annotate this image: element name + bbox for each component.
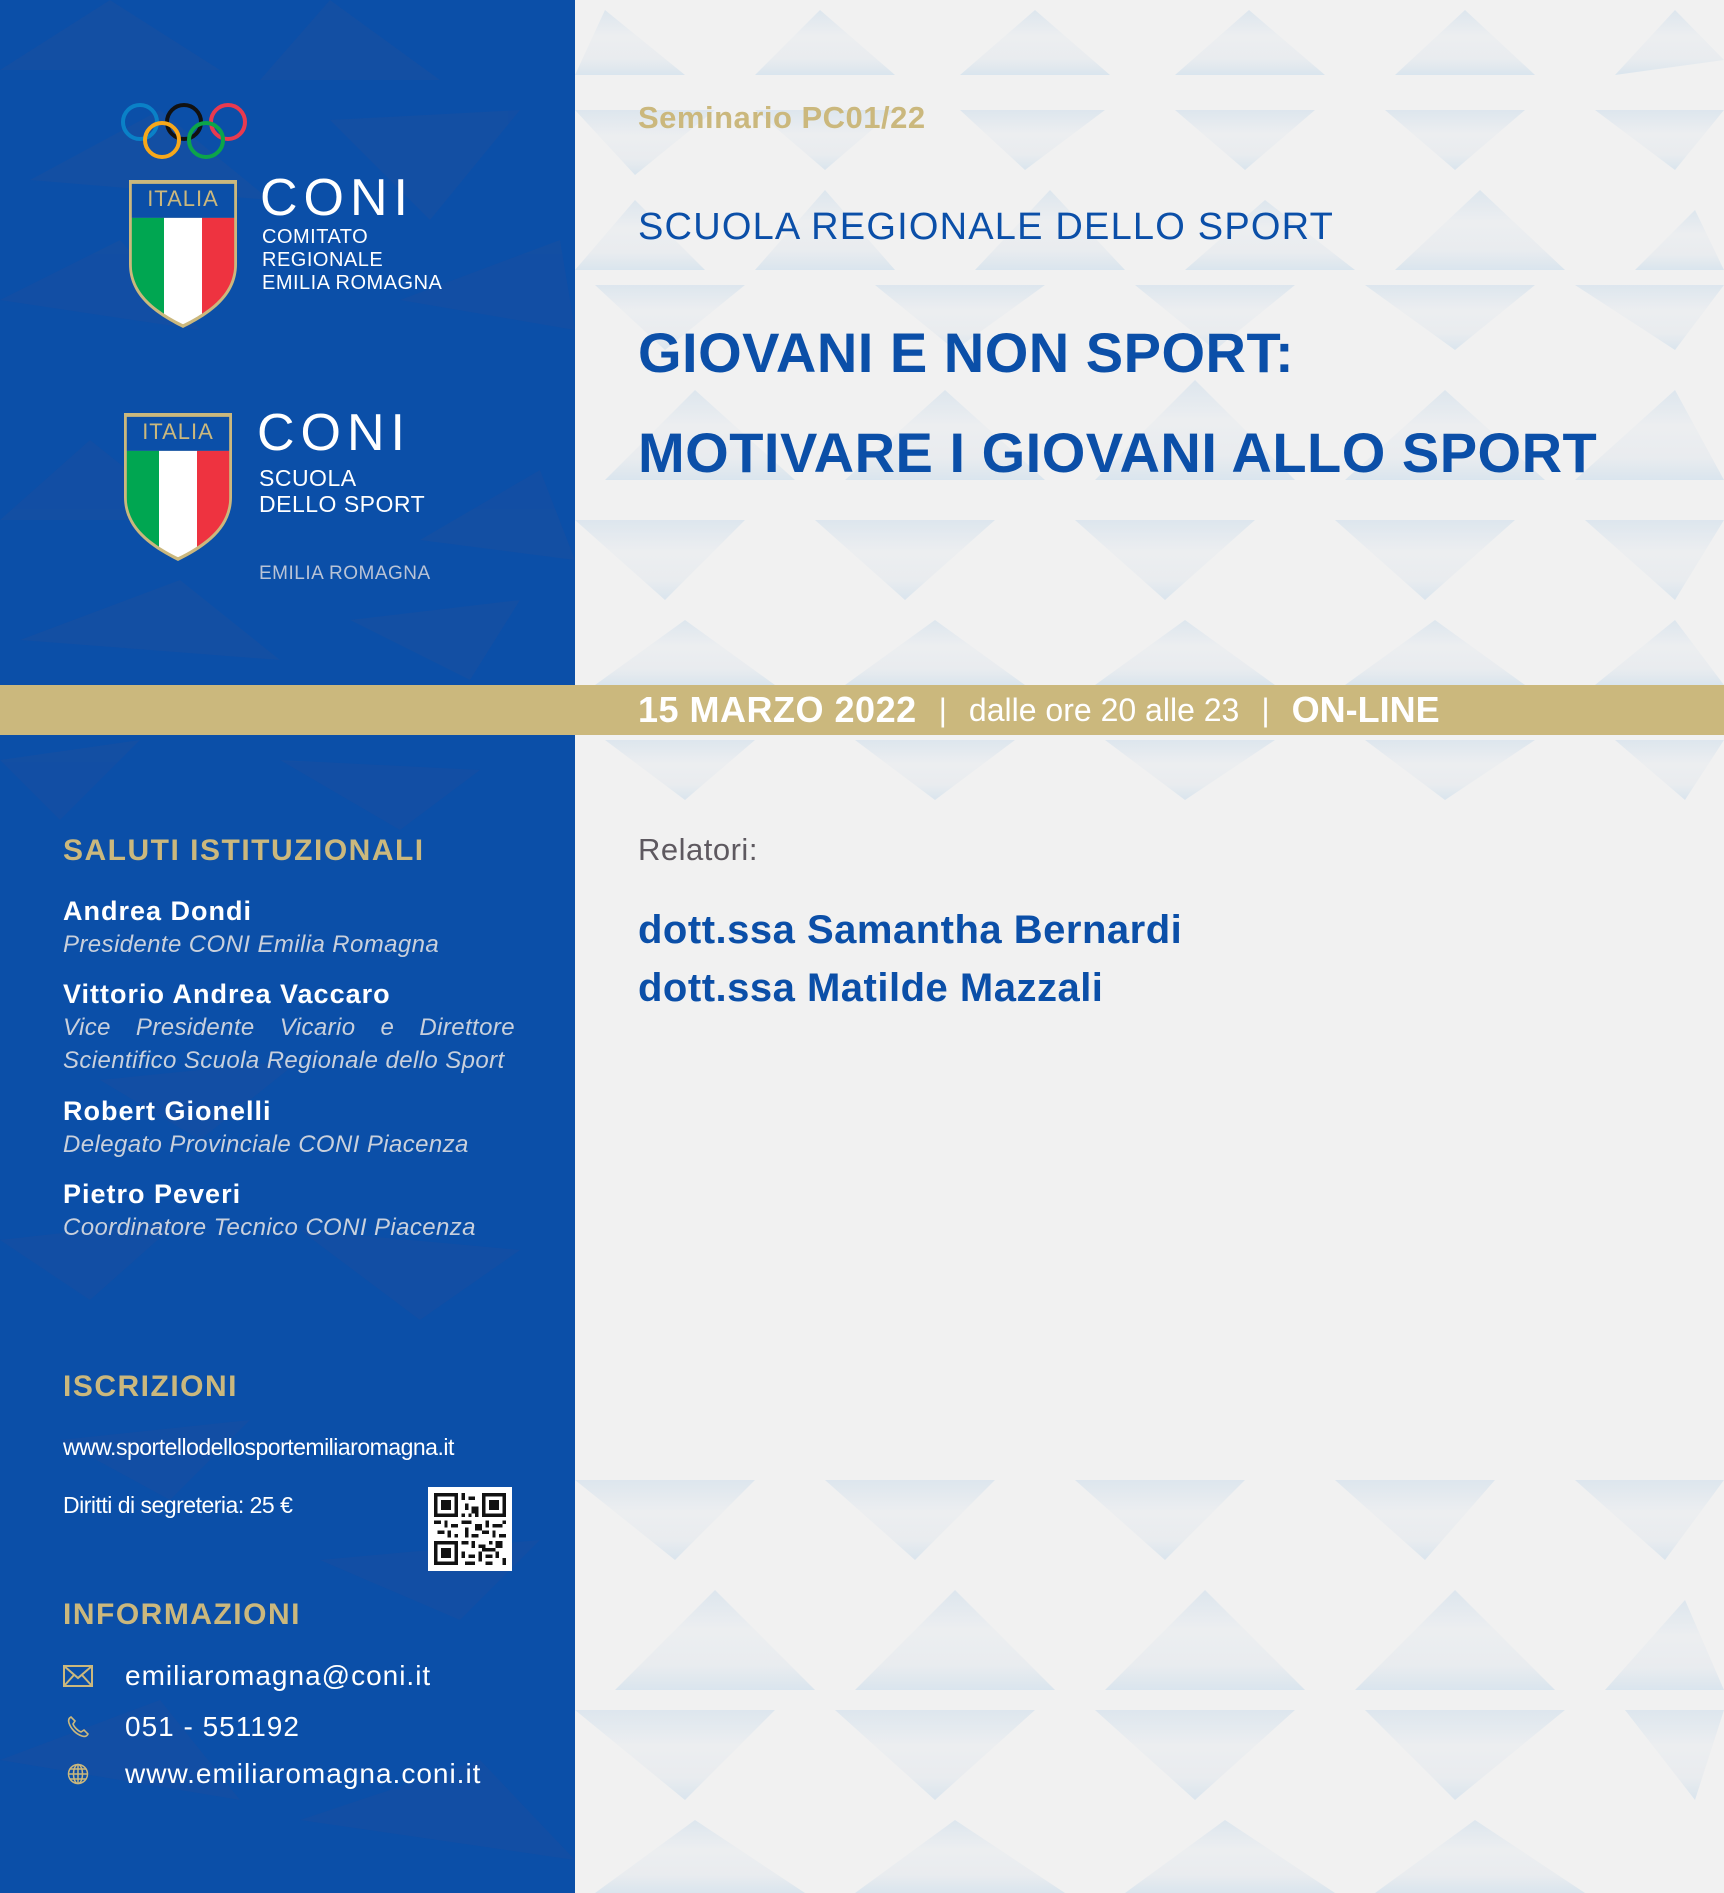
logo-region: EMILIA ROMAGNA: [259, 563, 431, 584]
coni-brand-text: CONI: [257, 404, 411, 462]
globe-icon: [63, 1761, 93, 1787]
information-title: INFORMAZIONI: [63, 1598, 301, 1631]
info-website-row: [63, 1758, 481, 1790]
speaker-name: dott.ssa Samantha Bernardi: [638, 908, 1183, 952]
coni-sport-school-logo: [120, 405, 480, 605]
event-info-band-text: [638, 685, 1440, 735]
person-name: Robert Gionelli: [63, 1096, 272, 1126]
person-name: Vittorio Andrea Vaccaro: [63, 979, 391, 1009]
greetings-title: SALUTI ISTITUZIONALI: [63, 834, 425, 867]
speaker-name: dott.ssa Matilde Mazzali: [638, 966, 1104, 1010]
event-title-line-2: MOTIVARE I GIOVANI ALLO SPORT: [638, 421, 1598, 484]
logo-subtitle: SCUOLA DELLO SPORT: [259, 465, 426, 517]
greeting-person: [63, 1177, 515, 1244]
registration-title: ISCRIZIONI: [63, 1370, 239, 1403]
greeting-person: [63, 977, 515, 1077]
italia-shield-icon: [125, 176, 241, 332]
olympic-rings-icon: [120, 100, 250, 165]
person-name: Pietro Peveri: [63, 1179, 242, 1209]
person-role: Vice Presidente Vicario e Direttore Scientifico Scuola Regionale dello Sport: [63, 1014, 515, 1074]
shield-label: ITALIA: [147, 186, 219, 211]
coni-regional-committee-logo: [120, 100, 480, 340]
greeting-person: [63, 1094, 515, 1161]
info-phone-row: [63, 1711, 300, 1743]
greeting-person: [63, 894, 515, 961]
registration-website-link[interactable]: www.sportellodellosportemiliaromagna.it: [63, 1434, 454, 1460]
event-time: dalle ore 20 alle 23: [968, 691, 1240, 728]
info-email[interactable]: emiliaromagna@coni.it: [125, 1660, 432, 1691]
event-date: 15 MARZO 2022: [638, 689, 917, 730]
event-title-line-1: GIOVANI E NON SPORT:: [638, 321, 1295, 384]
italia-shield-icon: [120, 409, 236, 565]
school-title: SCUOLA REGIONALE DELLO SPORT: [638, 206, 1335, 248]
logo-subtitle: COMITATO REGIONALE EMILIA ROMAGNA: [262, 226, 443, 294]
envelope-icon: [63, 1663, 93, 1689]
info-email-row: [63, 1660, 431, 1692]
info-website-link[interactable]: www.emiliaromagna.coni.it: [125, 1758, 482, 1789]
person-role: Presidente CONI Emilia Romagna: [63, 931, 440, 958]
seminar-code: Seminario PC01/22: [638, 100, 926, 135]
band-separator: |: [1261, 691, 1270, 728]
person-name: Andrea Dondi: [63, 896, 253, 926]
info-phone[interactable]: 051 - 551192: [125, 1711, 300, 1742]
person-role: Delegato Provinciale CONI Piacenza: [63, 1131, 469, 1158]
phone-icon: [63, 1714, 93, 1740]
shield-label: ITALIA: [142, 419, 214, 444]
band-separator: |: [938, 691, 947, 728]
qr-code[interactable]: [428, 1487, 512, 1571]
registration-fee: Diritti di segreteria: 25 €: [63, 1492, 293, 1518]
person-role: Coordinatore Tecnico CONI Piacenza: [63, 1214, 476, 1241]
coni-brand-text: CONI: [260, 169, 414, 227]
event-mode: ON-LINE: [1291, 689, 1440, 730]
speakers-label: Relatori:: [638, 832, 758, 867]
